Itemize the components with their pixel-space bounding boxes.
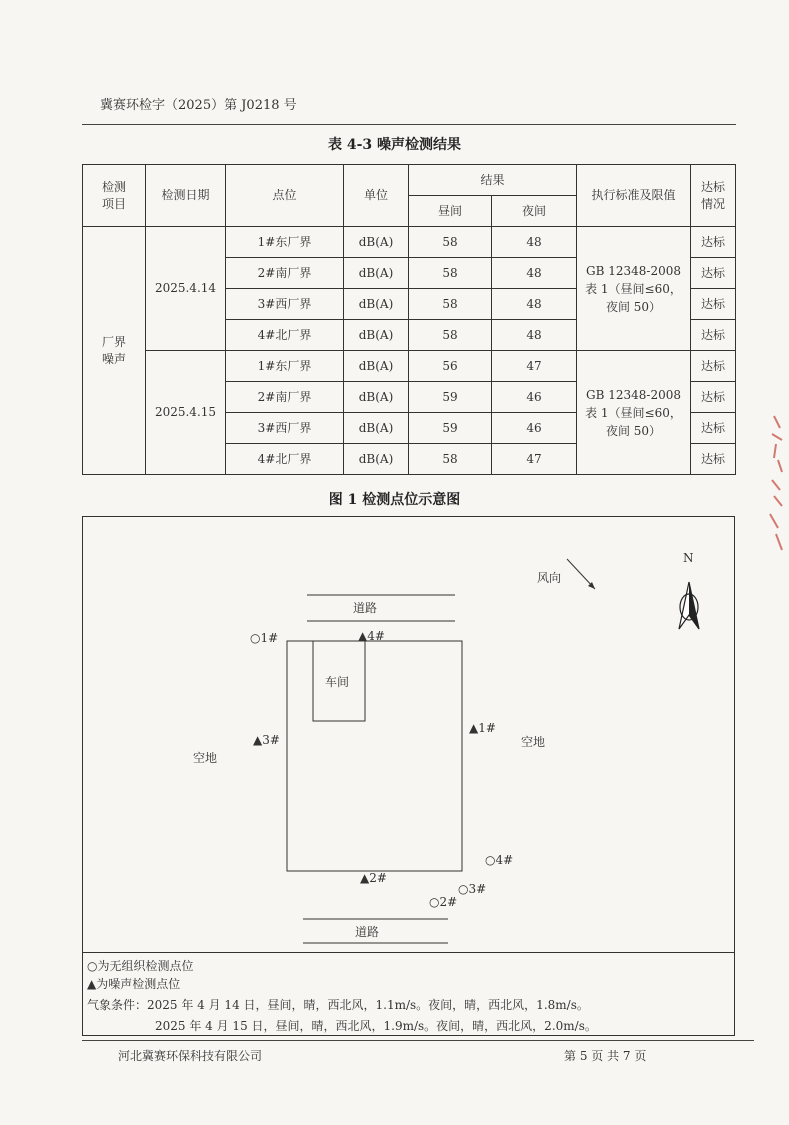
header-night: 夜间: [492, 196, 577, 227]
night-value: 47: [492, 351, 577, 382]
workshop-label: 车间: [325, 675, 350, 689]
table-row: [83, 227, 736, 258]
day-value: 58: [409, 320, 492, 351]
night-value: 46: [492, 382, 577, 413]
empty-land-right: 空地: [521, 735, 546, 749]
north-label: N: [683, 551, 694, 565]
point-cell: 1#东厂界: [226, 227, 344, 258]
table-row: [83, 351, 736, 382]
legend-circle: ○为无组织检测点位: [87, 959, 194, 973]
weather-line-1: 气象条件：2025 年 4 月 14 日，昼间，晴，西北风，1.1m/s。夜间，晴，西北风，1.8m/s。: [87, 998, 589, 1012]
day-value: 58: [409, 227, 492, 258]
point-cell: 1#东厂界: [226, 351, 344, 382]
night-value: 48: [492, 258, 577, 289]
day-value: 58: [409, 444, 492, 475]
wind-label: 风向: [537, 571, 562, 585]
unit-cell: dB(A): [344, 258, 409, 289]
night-value: 48: [492, 227, 577, 258]
unit-cell: dB(A): [344, 227, 409, 258]
header-compliance: 达标 情况: [691, 165, 736, 227]
company-name: 河北冀赛环保科技有限公司: [118, 1049, 263, 1063]
item-cell: 厂界 噪声: [83, 227, 146, 475]
unit-cell: dB(A): [344, 351, 409, 382]
point-cell: 3#西厂界: [226, 413, 344, 444]
road-top-label: 道路: [353, 601, 378, 615]
day-value: 59: [409, 413, 492, 444]
diagram-drawing: [83, 517, 734, 952]
report-number: 冀赛环检字（2025）第 J0218 号: [100, 98, 297, 113]
header-item: 检测 项目: [83, 165, 146, 227]
page-number: 第 5 页 共 7 页: [564, 1049, 647, 1063]
unit-cell: dB(A): [344, 444, 409, 475]
fugitive-point-2: ○2#: [429, 895, 458, 909]
header-day: 昼间: [409, 196, 492, 227]
fugitive-point-4: ○4#: [485, 853, 514, 867]
standard-cell: GB 12348-2008 表 1（昼间≤60， 夜间 50）: [577, 227, 691, 351]
point-cell: 2#南厂界: [226, 258, 344, 289]
noise-results-table: [82, 164, 736, 475]
header-standard: 执行标准及限值: [577, 165, 691, 227]
day-value: 58: [409, 289, 492, 320]
inspection-seal-stamp: [764, 410, 788, 560]
header-divider: [82, 124, 736, 125]
point-cell: 2#南厂界: [226, 382, 344, 413]
night-value: 48: [492, 320, 577, 351]
header-date: 检测日期: [146, 165, 226, 227]
status-cell: 达标: [691, 289, 736, 320]
status-cell: 达标: [691, 320, 736, 351]
header-result: 结果: [409, 165, 577, 196]
night-value: 46: [492, 413, 577, 444]
unit-cell: dB(A): [344, 413, 409, 444]
north-arrow-icon: [679, 582, 699, 629]
fugitive-point-3: ○3#: [458, 882, 487, 896]
table-caption: 表 4-3 噪声检测结果: [327, 137, 462, 153]
header-unit: 单位: [344, 165, 409, 227]
day-value: 56: [409, 351, 492, 382]
figure-caption: 图 1 检测点位示意图: [328, 492, 461, 508]
status-cell: 达标: [691, 258, 736, 289]
footer-divider: [82, 1040, 754, 1041]
status-cell: 达标: [691, 413, 736, 444]
night-value: 48: [492, 289, 577, 320]
weather-line-2: 2025 年 4 月 15 日，昼间，晴，西北风，1.9m/s。夜间，晴，西北风，2.0m/s。: [155, 1019, 597, 1033]
point-cell: 4#北厂界: [226, 320, 344, 351]
point-cell: 4#北厂界: [226, 444, 344, 475]
status-cell: 达标: [691, 444, 736, 475]
day-value: 58: [409, 258, 492, 289]
day-value: 59: [409, 382, 492, 413]
noise-point-4: ▲4#: [358, 629, 385, 643]
legend-triangle: ▲为噪声检测点位: [87, 977, 181, 991]
date-cell: 2025.4.14: [146, 227, 226, 351]
noise-point-2: ▲2#: [360, 871, 387, 885]
empty-land-left: 空地: [193, 751, 218, 765]
unit-cell: dB(A): [344, 382, 409, 413]
unit-cell: dB(A): [344, 289, 409, 320]
fugitive-point-1: ○1#: [250, 631, 279, 645]
standard-cell: GB 12348-2008 表 1（昼间≤60， 夜间 50）: [577, 351, 691, 475]
night-value: 47: [492, 444, 577, 475]
road-bottom-label: 道路: [355, 925, 380, 939]
unit-cell: dB(A): [344, 320, 409, 351]
date-cell: 2025.4.15: [146, 351, 226, 475]
status-cell: 达标: [691, 227, 736, 258]
legend-section: [83, 952, 734, 1033]
header-point: 点位: [226, 165, 344, 227]
noise-point-1: ▲1#: [469, 721, 496, 735]
noise-point-3: ▲3#: [253, 733, 280, 747]
status-cell: 达标: [691, 351, 736, 382]
status-cell: 达标: [691, 382, 736, 413]
monitoring-point-diagram: [82, 516, 735, 1036]
point-cell: 3#西厂界: [226, 289, 344, 320]
